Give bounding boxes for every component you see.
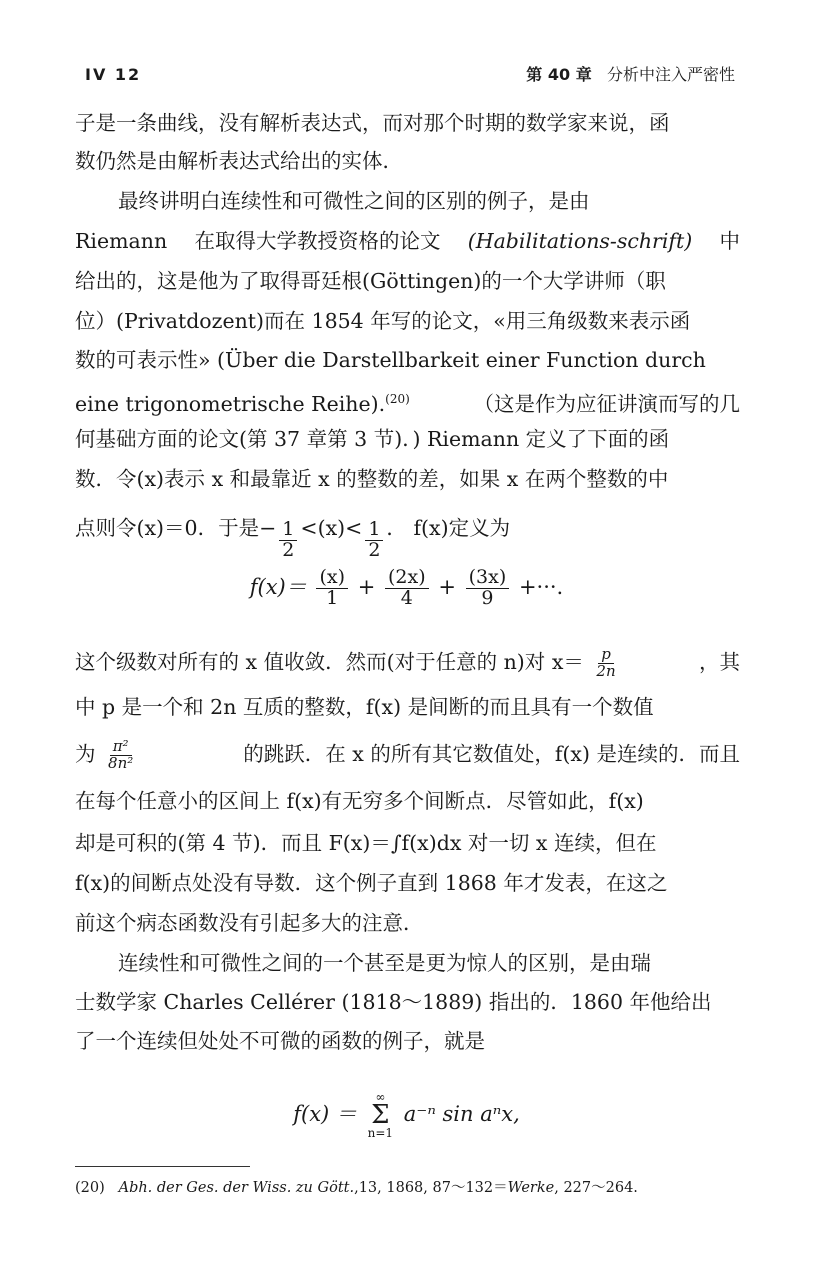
text-line: 中 p 是一个和 2n 互质的整数，f(x) 是间断的而且具有一个数值	[75, 695, 654, 719]
fraction-den: 2	[368, 538, 381, 561]
fraction-num: 1	[365, 520, 383, 541]
text-line: 数的可表示性» (Über die Darstellbarkeit einer Function durch	[75, 348, 706, 372]
text-span: 中	[719, 229, 740, 253]
habil-title: (Habilitations-schrift)	[467, 229, 693, 253]
fraction-half	[365, 520, 383, 561]
plus-sign: +	[438, 574, 456, 599]
series-term	[466, 568, 510, 609]
text-line	[75, 640, 740, 684]
text-line: 数．令(x)表示 x 和最靠近 x 的整数的差，如果 x 在两个整数的中	[75, 467, 669, 491]
sum-upper-limit: ∞	[375, 1090, 386, 1104]
text-line	[75, 730, 740, 778]
fraction-num: (3x)	[466, 568, 510, 589]
text-span	[75, 730, 139, 778]
text-span: 的跳跃．在 x 的所有其它数值处，f(x) 是连续的．而且	[243, 742, 740, 766]
text-span: 点则令(x)＝0．于是	[75, 516, 260, 540]
text-line: 数仍然是由解析表达式给出的实体．	[75, 149, 403, 173]
page-number: IV 12	[85, 65, 142, 84]
summation-sign	[368, 1092, 393, 1139]
fraction-den: 8n²	[108, 754, 134, 772]
text-line	[75, 380, 740, 418]
footnote-text: , 227～264.	[554, 1180, 638, 1196]
text-span: 为	[75, 742, 96, 766]
series-tail: +···.	[518, 574, 564, 599]
text-span: eine trigonometrische Reihe).	[75, 391, 386, 416]
footnote-journal: Abh. der Ges. der Wiss. zu Gött.	[118, 1180, 355, 1196]
fraction-half	[279, 520, 297, 561]
sigma-icon: Σ	[371, 1100, 390, 1131]
fraction-den: 9	[481, 586, 494, 609]
footnote-number: (20)	[75, 1180, 105, 1196]
eq-rhs: a⁻ⁿ sin aⁿx,	[403, 1102, 520, 1127]
footnote	[75, 1176, 638, 1197]
text-span: ．	[386, 516, 407, 540]
plus-sign: +	[357, 574, 376, 599]
footnote-ref: (20)	[385, 392, 410, 406]
text-span	[75, 640, 622, 684]
fraction-pi-8n	[105, 739, 136, 772]
text-span	[75, 380, 410, 423]
footnote-text: ,13, 1868, 87～132＝	[354, 1180, 508, 1196]
text-line: 连续性和可微性之间的一个甚至是更为惊人的区别，是由瑞	[118, 951, 651, 975]
footnote-rule	[75, 1166, 250, 1167]
page-header	[85, 62, 735, 90]
chapter-heading	[526, 62, 735, 85]
fraction-num: 1	[279, 520, 297, 541]
footnote-works: Werke	[507, 1180, 555, 1196]
text-line: 位）(Privatdozent)而在 1854 年写的论文，«用三角级数来表示函	[75, 309, 691, 333]
riemann-name: Riemann	[75, 229, 168, 253]
text-line	[75, 505, 740, 561]
text-line	[75, 222, 740, 260]
text-span: 这个级数对所有的 x 值收敛．然而(对于任意的 n)对 x＝	[75, 650, 584, 674]
text-line: 在每个任意小的区间上 f(x)有无穷多个间断点．尽管如此，f(x)	[75, 789, 644, 813]
fraction-num: π²	[110, 739, 132, 756]
eq-lhs: f(x) ＝	[293, 1102, 357, 1127]
text-line: 了一个连续但处处不可微的函数的例子，就是	[75, 1029, 485, 1053]
chapter-number: 第 40 章	[526, 65, 592, 84]
riemann-series-equation	[0, 568, 813, 609]
fraction-den: 1	[326, 586, 339, 609]
eq-lhs: f(x)＝	[249, 574, 307, 599]
series-term	[316, 568, 348, 609]
fraction-den: 2	[282, 538, 295, 561]
text-span: 在取得大学教授资格的论文	[194, 229, 441, 253]
fraction-p-2n	[593, 647, 618, 680]
text-span: （这是作为应征讲演而写的几	[473, 391, 740, 416]
minus-sign: −	[259, 516, 277, 540]
text-line: f(x)的间断点处没有导数．这个例子直到 1868 年才发表，在这之	[75, 871, 668, 895]
text-line: 给出的，这是他为了取得哥廷根(Göttingen)的一个大学讲师（职	[75, 269, 666, 293]
text-line: 前这个病态函数没有引起多大的注意．	[75, 911, 424, 935]
fraction-num: (2x)	[385, 568, 429, 589]
text-line: 何基础方面的论文(第 37 章第 3 节)．) Riemann 定义了下面的函	[75, 427, 670, 451]
inequality: <(x)<	[300, 516, 363, 540]
text-line: 士数学家 Charles Cellérer (1818～1889) 指出的．1860 年他给出	[75, 990, 712, 1014]
text-span: f(x)定义为	[413, 516, 511, 540]
text-span: ，其	[699, 650, 740, 674]
cellerier-equation	[0, 1092, 813, 1139]
fraction-num: (x)	[316, 568, 348, 589]
chapter-title: 分析中注入严密性	[606, 65, 735, 84]
text-line: 却是可积的(第 4 节)．而且 F(x)＝∫f(x)dx 对一切 x 连续，但在	[75, 831, 657, 855]
fraction-den: 2n	[596, 662, 616, 680]
fraction-num: p	[598, 647, 614, 664]
series-term	[385, 568, 429, 609]
text-line: 最终讲明白连续性和可微性之间的区别的例子，是由	[118, 189, 590, 213]
sum-lower-limit: n=1	[367, 1126, 394, 1141]
text-line: 子是一条曲线，没有解析表达式，而对那个时期的数学家来说，函	[75, 111, 670, 135]
fraction-den: 4	[400, 586, 413, 609]
